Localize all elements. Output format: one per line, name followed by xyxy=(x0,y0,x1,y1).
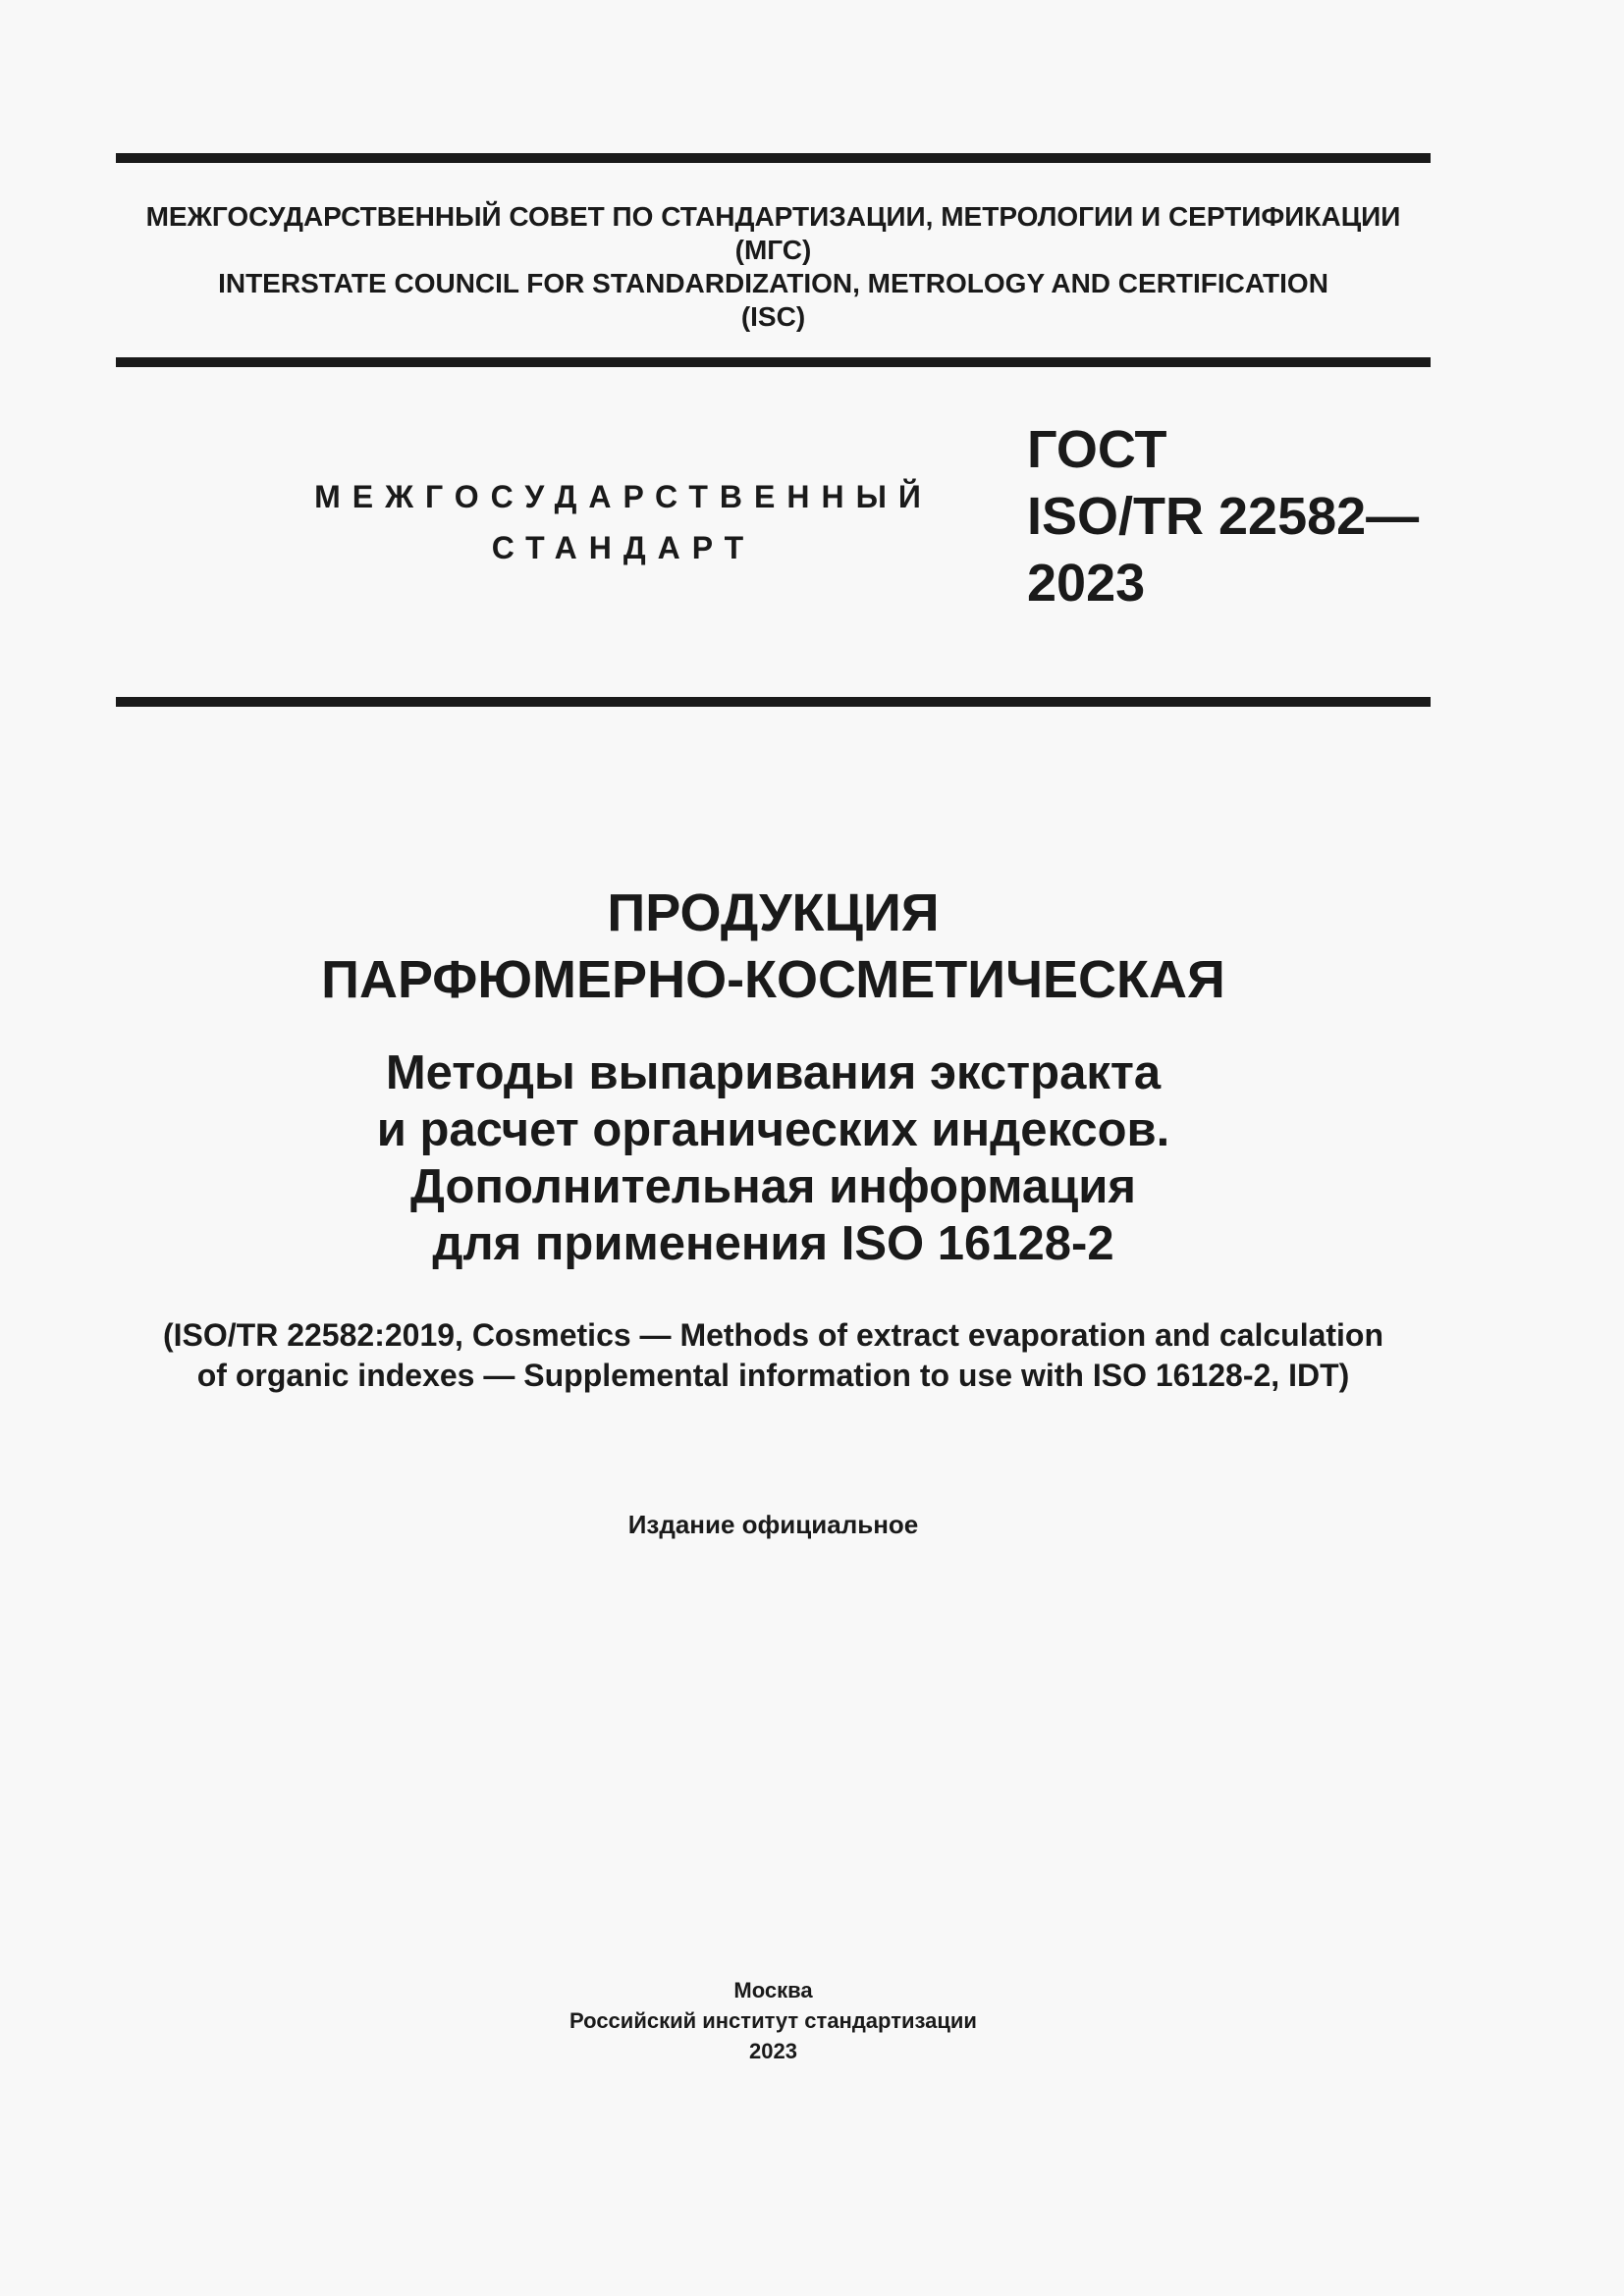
council-name-en: INTERSTATE COUNCIL FOR STANDARDIZATION, METROLOGY AND CERTIFICATION xyxy=(218,268,1328,298)
edition-note xyxy=(116,1508,1431,1541)
standard-number-line2: ISO/TR 22582— xyxy=(1027,487,1420,546)
main-title-line1: ПРОДУКЦИЯ xyxy=(607,883,940,942)
standard-number-line3: 2023 xyxy=(1027,554,1146,613)
sub-title-line4: для применения ISO 16128-2 xyxy=(432,1217,1114,1270)
publisher-block xyxy=(116,1975,1431,2066)
publisher-city: Москва xyxy=(733,1978,813,2002)
iso-reference-line1: (ISO/TR 22582:2019, Cosmetics — Methods of extract evaporation and calculation xyxy=(162,1317,1384,1353)
council-header xyxy=(116,200,1431,334)
main-title xyxy=(116,880,1431,1013)
sub-title-line2: и расчет органических индексов. xyxy=(376,1103,1170,1156)
standard-type-line1: МЕЖГОСУДАРСТВЕННЫЙ xyxy=(314,479,933,514)
publisher-institute: Российский институт стандартизации xyxy=(569,2008,977,2033)
standard-number-line1: ГОСТ xyxy=(1027,420,1167,479)
council-abbr-ru: (МГС) xyxy=(734,235,812,265)
edition-text: Издание официальное xyxy=(627,1510,919,1539)
sub-title-line3: Дополнительная информация xyxy=(410,1160,1136,1213)
sub-title xyxy=(116,1044,1431,1272)
standard-number xyxy=(1027,416,1419,616)
council-rule xyxy=(116,357,1431,367)
sub-title-line1: Методы выпаривания экстракта xyxy=(385,1046,1162,1099)
iso-reference xyxy=(116,1315,1431,1396)
standard-type xyxy=(196,471,1051,573)
main-title-line2: ПАРФЮМЕРНО-КОСМЕТИЧЕСКАЯ xyxy=(321,950,1225,1009)
standard-type-line2: СТАНДАРТ xyxy=(491,530,756,565)
iso-reference-line2: of organic indexes — Supplemental information to use with ISO 16128-2, IDT) xyxy=(196,1358,1350,1393)
standard-rule xyxy=(116,697,1431,707)
council-name-ru: МЕЖГОСУДАРСТВЕННЫЙ СОВЕТ ПО СТАНДАРТИЗАЦИИ, МЕТРОЛОГИИ И СЕРТИФИКАЦИИ xyxy=(145,201,1401,232)
council-abbr-en: (ISC) xyxy=(740,301,806,332)
top-rule xyxy=(116,153,1431,163)
publisher-year: 2023 xyxy=(749,2039,797,2063)
